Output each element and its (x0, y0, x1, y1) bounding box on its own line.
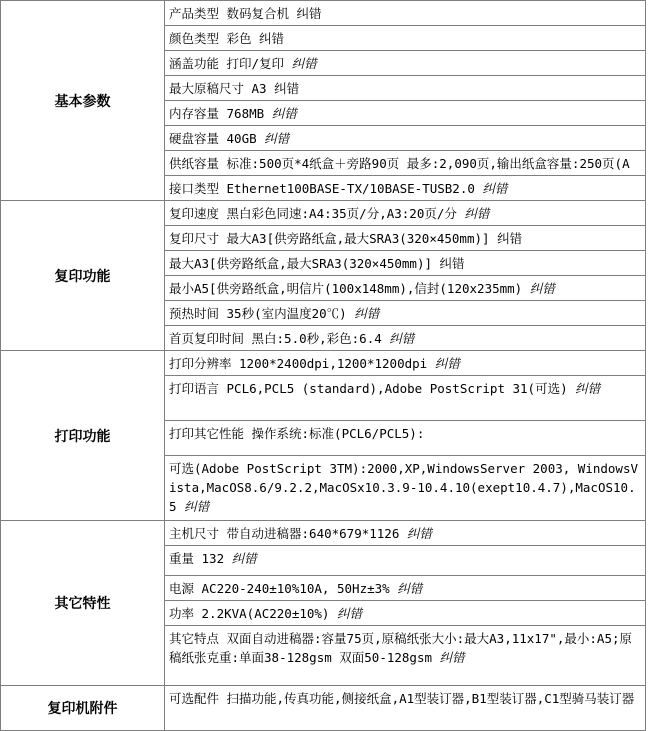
spec-text: 供纸容量 标准:500页*4纸盒＋旁路90页 最多:2,090页,输出纸盒容量:250页(A (169, 156, 630, 171)
spec-text: 预热时间 35秒(室内温度20℃) (169, 306, 355, 321)
section-title: 其它特性 (1, 521, 165, 686)
correction-link[interactable]: 纠错 (529, 281, 555, 296)
spec-value-cell (165, 251, 646, 276)
spec-value-cell (165, 26, 646, 51)
spec-text: 产品类型 数码复合机 纠错 (169, 6, 322, 21)
spec-value-cell (165, 301, 646, 326)
spec-text: 复印尺寸 最大A3[供旁路纸盒,最大SRA3(320×450mm)] 纠错 (169, 231, 523, 246)
spec-value-cell (165, 151, 646, 176)
spec-text: 功率 2.2KVA(AC220±10%) (169, 606, 337, 621)
section-title: 基本参数 (1, 1, 165, 201)
section-title: 复印机附件 (1, 686, 165, 731)
spec-text: 其它特点 双面自动进稿器:容量75页,原稿纸张大小:最大A3,11x17",最小:A5;原稿纸张克重:单面38-128gsm 双面50-128gsm (169, 631, 633, 665)
correction-link[interactable]: 纠错 (231, 551, 257, 566)
spec-value-cell (165, 101, 646, 126)
correction-link[interactable]: 纠错 (482, 181, 508, 196)
spec-value-cell (165, 686, 646, 731)
spec-value-cell (165, 126, 646, 151)
correction-link[interactable]: 纠错 (389, 331, 415, 346)
correction-link[interactable]: 纠错 (575, 381, 601, 396)
spec-text: 接口类型 Ethernet100BASE-TX/10BASE-TUSB2.0 (169, 181, 483, 196)
spec-text: 可选(Adobe PostScript 3TM):2000,XP,WindowsServer 2003, WindowsVista,MacOS8.6/9.2.2,MacOSx10.3.9-10.4.10(exept10.4.7),MacOS10.5 (169, 461, 639, 514)
spec-value-cell (165, 546, 646, 576)
correction-link[interactable]: 纠错 (464, 206, 490, 221)
spec-text: 硬盘容量 40GB (169, 131, 265, 146)
spec-value-cell (165, 456, 646, 521)
correction-link[interactable]: 纠错 (354, 306, 380, 321)
correction-link[interactable]: 纠错 (264, 131, 290, 146)
table-row (1, 521, 646, 546)
spec-value-cell (165, 421, 646, 456)
correction-link[interactable]: 纠错 (434, 356, 460, 371)
correction-link[interactable]: 纠错 (406, 526, 432, 541)
section-title: 打印功能 (1, 351, 165, 521)
spec-value-cell (165, 521, 646, 546)
correction-link[interactable]: 纠错 (397, 581, 423, 596)
spec-value-cell (165, 626, 646, 686)
spec-value-cell (165, 326, 646, 351)
correction-link[interactable]: 纠错 (271, 106, 297, 121)
spec-text: 颜色类型 彩色 纠错 (169, 31, 285, 46)
spec-text: 最大A3[供旁路纸盒,最大SRA3(320×450mm)] 纠错 (169, 256, 465, 271)
spec-value-cell (165, 76, 646, 101)
spec-text: 打印语言 PCL6,PCL5 (standard),Adobe PostScript 31(可选) (169, 381, 576, 396)
spec-text: 最大原稿尺寸 A3 纠错 (169, 81, 300, 96)
correction-link[interactable]: 纠错 (337, 606, 363, 621)
correction-link[interactable]: 纠错 (184, 499, 210, 514)
spec-text: 打印其它性能 操作系统:标准(PCL6/PCL5): (169, 426, 425, 441)
spec-text: 复印速度 黑白彩色同速:A4:35页/分,A3:20页/分 (169, 206, 465, 221)
section-title: 复印功能 (1, 201, 165, 351)
table-row (1, 1, 646, 26)
spec-value-cell (165, 1, 646, 26)
spec-text: 涵盖功能 打印/复印 (169, 56, 292, 71)
spec-text: 内存容量 768MB (169, 106, 272, 121)
spec-value-cell (165, 226, 646, 251)
spec-text: 最小A5[供旁路纸盒,明信片(100x148mm),信封(120x235mm) (169, 281, 530, 296)
spec-text: 电源 AC220-240±10%10A, 50Hz±3% (169, 581, 398, 596)
spec-value-cell (165, 276, 646, 301)
spec-value-cell (165, 51, 646, 76)
spec-text: 打印分辨率 1200*2400dpi,1200*1200dpi (169, 356, 435, 371)
spec-value-cell (165, 601, 646, 626)
spec-text: 主机尺寸 带自动进稿器:640*679*1126 (169, 526, 407, 541)
table-row (1, 201, 646, 226)
spec-text: 首页复印时间 黑白:5.0秒,彩色:6.4 (169, 331, 390, 346)
table-row (1, 686, 646, 731)
spec-text: 重量 132 (169, 551, 232, 566)
spec-text: 可选配件 扫描功能,传真功能,侧接纸盒,A1型装订器,B1型装订器,C1型骑马装订器 (169, 691, 635, 706)
spec-value-cell (165, 351, 646, 376)
correction-link[interactable]: 纠错 (291, 56, 317, 71)
spec-value-cell (165, 176, 646, 201)
spec-value-cell (165, 201, 646, 226)
spec-value-cell (165, 376, 646, 421)
table-row (1, 351, 646, 376)
correction-link[interactable]: 纠错 (439, 650, 465, 665)
spec-value-cell (165, 576, 646, 601)
